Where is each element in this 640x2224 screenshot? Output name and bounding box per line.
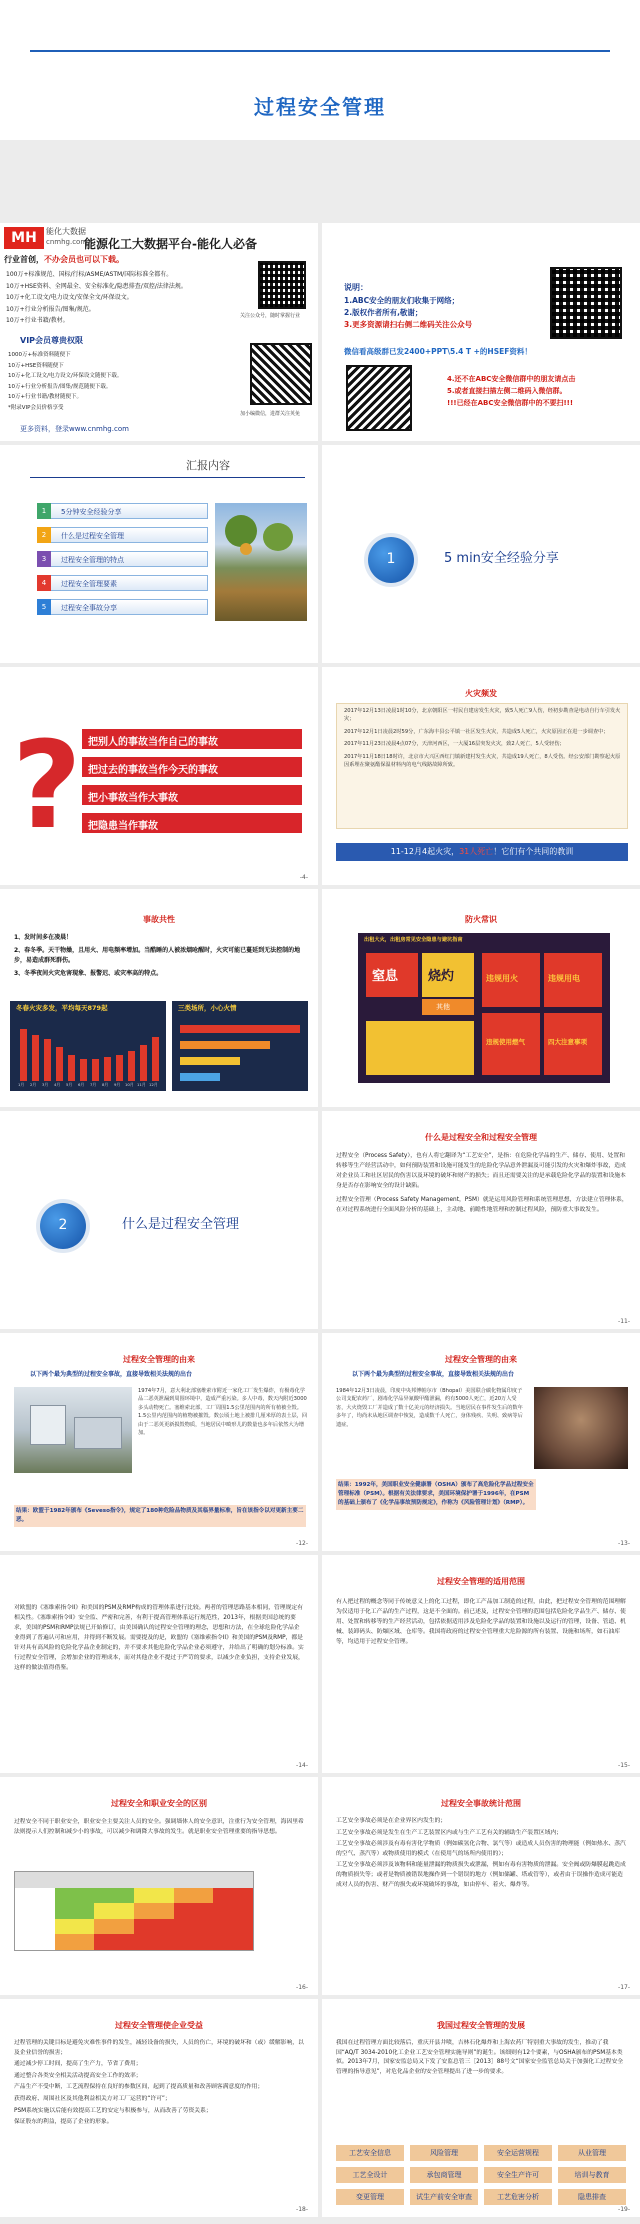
agenda-num: 3	[37, 551, 51, 567]
ad-tagline-b: 不办会员也可以下载。	[44, 255, 124, 264]
section-number: 2	[58, 1217, 68, 1233]
chart1-title: 冬春火灾多发，平均每天879起	[16, 1004, 108, 1012]
vip-bullet: 10万+化工设文/电力设文/环保设文随便下载。	[8, 373, 123, 379]
brand-url: cnmhg.com	[46, 238, 88, 246]
infographic-head: 出租大火，出租房常见安全隐患与避坑指南	[364, 937, 463, 943]
element-cell: 试生产前安全审查	[410, 2189, 478, 2205]
qr-code-3	[550, 267, 622, 339]
info-cell	[422, 953, 474, 997]
statistics-item: 工艺安全事故必须涉及有毒有害化学物质（例如碳氢化合物、氯气等）或造成人员伤害的物理能（例如热水、蒸汽的空气、蒸汽等）或物质使用的模式（在使用气的场所内使用的）；	[336, 1841, 626, 1857]
vip-bullet: 10万+行业书籍/教材随便下。	[8, 394, 82, 400]
slide-benefits	[0, 1999, 318, 2217]
cell-label: 烧灼	[428, 969, 455, 984]
benefit-item: PSM系统实施以后能有效提高工艺的安定与积极参与，从而改善了劳资关系；	[14, 2107, 212, 2114]
x-tick: 5月	[66, 1082, 73, 1087]
bar-10	[128, 1051, 135, 1081]
header-panel	[0, 0, 640, 140]
slide-scope	[322, 1555, 640, 1773]
question-mark-icon: ?	[12, 717, 82, 856]
benefit-item: 保证股东的利益，提高了企业的形象。	[14, 2119, 113, 2126]
page-title: 过程安全管理	[254, 95, 386, 119]
bar-4	[56, 1047, 63, 1081]
banner-c: ！它们有个共同的教训	[493, 847, 574, 856]
x-tick: 12月	[149, 1082, 158, 1087]
slide-development	[322, 1999, 640, 2217]
scope-text: 有人把过程的概念等同于传统意义上的化工过程，即化工产品加工制造的过程，由此，把过程安全管理的范围理解为仅适用于化工产品的生产过程，这是不全面的。前已述及，过程安全管理的范围包括危险化学品生产、储存、使用、处置和转移等的生产经营活动，包括依据适用涉及危险化学品的装置和设施以及运行的管理，设备、管道、机械、装卸码头、防爆区域、仓库等。我国将政府的过程安全管理重大危险源的所有装置、设施和场所，如石油库等，均适用于过程安全管理。	[336, 1599, 626, 1645]
agenda-label: 5分钟安全经验分享	[61, 508, 122, 516]
notice-line: 1.ABC安全的朋友们收集于网络；	[344, 296, 460, 305]
lesson-text: 把别人的事故当作自己的事故	[88, 737, 218, 748]
tip-box	[544, 1013, 602, 1075]
brand-logo: MH	[4, 227, 44, 249]
definition-p1: 过程安全（Process Safety），也有人将它翻译为“工艺安全”，是指：在危险化学品的生产、储存、使用、处置和转移等生产经营活动中，如何预防装置和设施可能发生的危险化学品意外泄漏及可能引发的火灾和爆炸事故，造成对企业员工和社区居民的伤害以及环境的破坏和财产的损失；而且还需要关注的是承载危险化学品的装置和设施本身是否存在影响安全的设计缺陷。	[336, 1153, 626, 1189]
notice-promo: 微信看高级群已发2400+PPT\5.4 T +的HSEF资料！	[344, 347, 532, 356]
page-number: -14-	[296, 1762, 308, 1769]
agenda-item[interactable]	[38, 599, 208, 615]
page-number: -15-	[618, 1762, 630, 1769]
lesson-bar	[82, 785, 302, 805]
benefit-item: 过程管理的关键目标是避免灾难性事件的发生，减轻设备的损失，人员的伤亡，环境的破坏和（或）缓解影响，以及企业信誉的损害；	[14, 2040, 304, 2056]
statistics-item: 工艺安全事故必须是在企业界区内发生的；	[336, 1818, 447, 1824]
origin-intro: 以下两个最为典型的过程安全事故，直接导致相关法规的出台	[352, 1371, 515, 1378]
tip-label: 违规用火	[486, 974, 518, 983]
agenda-label: 什么是过程安全管理	[61, 532, 124, 540]
ad-title: 能源化工大数据平台-能化人必备	[84, 237, 257, 251]
vip-bullet: 10万+HSE资料随便下	[8, 362, 64, 369]
difference-text: 过程安全不同于职业安全，职业安全主要关注人员的安全。强调墙体人的安全意识，注重行为安全管理，海因里希法则提示人们控制和减少小的事故，可以减少和调降大事故的发生。就是职业安全管理重要的指导思想。	[14, 1819, 304, 1835]
notice-red-line: 5.或者直接扫描左侧二维码入微信群。	[447, 387, 567, 395]
element-cell: 工艺全设计	[336, 2167, 404, 2183]
qr2-caption: 加小编微信，进群关注英免	[240, 411, 301, 417]
section-circle	[40, 1203, 86, 1249]
notice-red-line: 4.还不在ABC安全微信群中的朋友请点击	[447, 375, 576, 383]
lesson-bar	[82, 757, 302, 777]
origin-text: 1974年7月，意大利北部塞维索市附近一家化工厂发生爆炸，有极毒化学品二恶英泄漏到周围环境中，造成严重污染。多人中毒，数天内附近3000多头动物死亡。塞维索北部，工厂周围1.5公里范围内的所有植被全毁。1.5公里内范围内的植物被摧毁。数公顷土地上被排几厘米厚的表土层，回由于二恶英更新损毁物质，当地居民中畸形儿的数量也多年后依然大为增加。	[138, 1388, 308, 1437]
slide-ad	[0, 223, 318, 441]
statistics-item: 工艺安全事故必须是发生在生产工艺装置区内或与生产工艺有关的辅助生产装置区域内；	[336, 1829, 563, 1836]
x-tick: 4月	[54, 1082, 61, 1087]
slide-statistics	[322, 1777, 640, 1995]
fire-item: 2017年11月23日凌晨4点07分，天津河西区，一大厦16层突发火灾，致2人死亡，5人受轻伤；	[344, 741, 565, 748]
slide-agenda	[0, 445, 318, 663]
slide-origin-bhopal	[322, 1333, 640, 1551]
chart-places	[172, 1001, 308, 1091]
definition-text	[336, 1151, 628, 1215]
benefit-item: 通过减少停工时间，提高了生产力，节省了费用；	[14, 2061, 142, 2068]
agenda-item[interactable]	[38, 503, 208, 519]
agenda-num: 5	[37, 599, 51, 615]
ad-bullet: 10万+化工设文/电力设文/安保全文/环保设文。	[6, 294, 133, 301]
ad-tagline-a: 行业首创，	[4, 255, 44, 264]
element-grid	[336, 2145, 628, 2207]
ad-bullets	[6, 269, 256, 327]
scope-title: 过程安全管理的适用范围	[437, 1577, 525, 1586]
page-number: -4-	[299, 874, 308, 881]
element-cell: 工艺危害分析	[484, 2189, 552, 2205]
slide-section-2	[0, 1111, 318, 1329]
slide-lessons	[0, 667, 318, 885]
qr-code-2	[250, 343, 312, 405]
chart2-title: 三类场所，小心火情	[178, 1004, 237, 1012]
development-text: 我国在过程管理方面比较落后，重庆开县井喷，吉林石化爆炸和上海农药厂特别重大事故的发生，推动了我国“AQ/T 3034-2010化工企业工艺安全管理实施导则”的诞生。该细则有12个要素，与OSHA颁布的PSM基本类似。2013年7月，国家安监总局又下发了安监总管三［2013］88号文“国家安全监管总局关于加强化工过程安全管理的指导意见”，对危化品企业的安全管理提出了进一步的要求。	[336, 2040, 624, 2075]
lesson-bar	[82, 813, 302, 833]
element-cell: 安全生产许可	[484, 2167, 552, 2183]
agenda-num: 4	[37, 575, 51, 591]
qr-code-1	[258, 261, 306, 309]
fire-item: 2017年12月13日凌晨1时10分，北京朝阳区一村民自建房发生火灾，致5人死亡9人伤，经初步勘查是电动自行车引发火灾；	[344, 708, 621, 723]
slide-difference	[0, 1777, 318, 1995]
bar-1	[20, 1029, 27, 1081]
notice-line: 3.更多资源请扫右侧二维码关注公众号	[344, 320, 473, 329]
bar-2	[32, 1035, 39, 1081]
vip-bullet: 10万+行业分析报告/图集/规范随便下载。	[8, 383, 112, 390]
element-cell: 从业管理	[558, 2145, 626, 2161]
slide-notice	[322, 223, 640, 441]
bar-7	[92, 1059, 99, 1081]
element-cell: 工艺安全信息	[336, 2145, 404, 2161]
vip-title: VIP会员尊贵权限	[20, 336, 84, 345]
fires-title: 火灾频发	[465, 689, 497, 698]
ad-bullet: 10万+行业分析报告/图集/规范。	[6, 305, 95, 313]
vip-bullet: *附录VIP会员价格享受	[8, 404, 64, 411]
origin-result: 结果：1992年，美国职业安全健康署（OSHA）颁布了高危险化学品过程安全管理标准（PSM）。根据有关法律要求，美国环境保护署于1996年，在PSM的基础上颁布了《化学品事故预防规定》，作称为《风险管理计划》（RMP）。	[336, 1479, 536, 1510]
x-tick: 10月	[125, 1082, 134, 1087]
definition-title: 什么是过程安全和过程安全管理	[425, 1133, 537, 1142]
x-tick: 11月	[137, 1082, 146, 1087]
slide-comparison	[0, 1555, 318, 1773]
notice-red-line: !!!已经在ABC安全微信群中的不要扫!!!	[447, 399, 574, 407]
slide-origin-seveso	[0, 1333, 318, 1551]
info-panel	[366, 1021, 474, 1075]
x-tick: 9月	[114, 1082, 121, 1087]
origin-intro: 以下两个最为典型的过程安全事故，直接导致相关法规的出台	[30, 1371, 193, 1378]
commonality-line: 1、发时间多在凌晨！	[14, 934, 73, 941]
info-cell	[366, 953, 418, 997]
lesson-text: 把隐患当作事故	[88, 821, 158, 832]
slide-definition	[322, 1111, 640, 1329]
notice-line: 2.版权作者所有,敬谢；	[344, 308, 423, 317]
section-circle	[368, 537, 414, 583]
fire-item: 2017年12月1日凌晨2时59分，广东海丰县公平镇一社区发生火灾，共造成5人死亡，火灾原因正在进一步调查中；	[344, 728, 609, 735]
info-cell	[422, 999, 474, 1015]
element-cell: 变更管理	[336, 2189, 404, 2205]
x-tick: 2月	[30, 1082, 37, 1087]
page-number: -13-	[618, 1540, 630, 1547]
commonality-lines	[14, 933, 306, 979]
banner-a: 11-12月4起火灾，	[390, 847, 460, 856]
element-cell: 安全运营规程	[484, 2145, 552, 2161]
benefits-list	[14, 2039, 306, 2128]
origin-text: 1984年12月3日凌晨，印度中央邦博帕尔市（Bhopal）美国联合碳化物属印度子公司支配农药厂，剧毒化学品异氰酸甲酯泄漏，约有5000人死亡，近20万人受害，大火烧毁工厂并造成了数十亿美元的经济损失。当地居民在事件发生后的数年多年了，均尚未从地区调查中恢复，造成数千人死亡，身体残疾、失明、致病等后遗症。	[336, 1388, 523, 1428]
agenda-item[interactable]	[38, 551, 208, 567]
statistics-title: 过程安全事故统计范围	[441, 1799, 521, 1808]
benefits-title: 过程安全管理使企业受益	[115, 2021, 203, 2030]
tip-label: 四大注意事项	[548, 1038, 587, 1046]
x-tick: 7月	[90, 1082, 97, 1087]
header-rule	[30, 50, 610, 52]
agenda-label: 过程安全管理的特点	[61, 556, 124, 564]
fires-banner	[336, 843, 628, 861]
tip-label: 违规使用燃气	[486, 1038, 525, 1046]
agenda-photo	[215, 503, 307, 621]
page-number: -18-	[296, 2206, 308, 2213]
cell-label: 其他	[436, 1003, 450, 1011]
agenda-list	[38, 503, 208, 623]
tip-box	[544, 953, 602, 1007]
slide-fire-tips	[322, 889, 640, 1107]
notice-lines	[344, 295, 472, 331]
element-cell: 培训与教育	[558, 2167, 626, 2183]
agenda-item[interactable]	[38, 575, 208, 591]
origin-title: 过程安全管理的由来	[445, 1355, 517, 1364]
statistics-list	[336, 1817, 628, 1890]
fire-item: 2017年11月18日18时许，北京市大兴区西红门镇新建村发生火灾，共造成19人死亡，8人受伤。经公安部门勘察起火原因系埋在聚氨酯保温材料内的电气线路故障所致。	[344, 753, 621, 769]
page-number: -19-	[618, 2206, 630, 2213]
lesson-text: 把过去的事故当作今天的事故	[88, 765, 218, 776]
element-cell: 风险管理	[410, 2145, 478, 2161]
lesson-text: 把小事故当作大事故	[88, 793, 178, 804]
section-number: 1	[386, 551, 396, 567]
comparison-text: 对欧盟的《塞维索指令II》和美国的PSM及RMP构成的管理体系进行比较。两者的管理思路基本相同，管理规定有相关性。《塞维索指令II》安全监、严密和完善，有利于提高管理体系运行规范性，2013年，根据美国总统的要求，美国的PSM和RMP法规已开始修订，由美国确认的过程安全管理的理念，思想和方法，在全球危险化学品企业得到了普遍认可和应用，并得到不断发展。需要提及的是，欧盟的《塞维索指令II》和美国的PSM及RMP，都是针对具有高风险的危险化学品企业制定的，并不要求其他危险化学品企业必须遵守，并给出了明确的划分标准。实行过程安全管理，会增加企业的管理成本，而对其他企业不提过于严苛的要求，以减少企业负担，支持企业发展，这样的做法值得借鉴。	[14, 1605, 304, 1671]
agenda-num: 2	[37, 527, 51, 543]
bar-12	[152, 1037, 159, 1081]
benefit-item: 产品生产不受中断，工艺流程保持在良好的参数区间，起到了提高质量和改善顾客满意度的作用；	[14, 2084, 264, 2091]
commonality-title: 事故共性	[143, 915, 175, 924]
page-number: -11-	[618, 1318, 630, 1325]
bar-6	[80, 1059, 87, 1081]
ad-bullet: 10万+行业书籍/教材。	[6, 317, 69, 324]
section-title: 什么是过程安全管理	[122, 1217, 240, 1232]
chart1-xlabels	[10, 1082, 166, 1090]
agenda-label: 过程安全事故分享	[61, 604, 117, 612]
statistics-item: 工艺安全事故必须涉及该物料和能量泄漏的物质损失或泄漏，例如有毒有害物质的泄漏。安全阀或防爆膜起跳造成的物质损失等；或者是物质被错误地操作到一个错误的地方（例如储罐、塔或管等），或者由于误操作造成可能造成对人员的伤害、财产的损失或环境破坏的事故，如由停车、着火、爆炸等。	[336, 1862, 626, 1888]
agenda-label: 过程安全管理要素	[61, 580, 117, 588]
fire-tips-title: 防火常识	[465, 915, 497, 924]
page-number: -16-	[296, 1984, 308, 1991]
bar-11	[140, 1045, 147, 1081]
commonality-line: 3、冬季夜间火灾危害现象、报警迟、或灾率高的特点。	[14, 970, 163, 977]
definition-p2: 过程安全管理（Process Safety Management，PSM）就是运用风险管理和系统管理思想，方法建立管理体系，在对过程系统进行全面风险分析的基础上，主动地、前瞻性地管理和控制过程风险，预防重大事故发生。	[336, 1197, 628, 1213]
x-tick: 8月	[102, 1082, 109, 1087]
vip-bullet: 1000万+标准资料随便下	[8, 352, 71, 358]
benefit-item: 获得政府、周围社区及其他利益相关方对工厂运营的“许可”；	[14, 2095, 171, 2102]
commonality-line: 2、春冬季。天干物燥，且用火、用电频率增加。当酷睡的人被浓烟呛醒时，火灾可能已蔓延到无法控制的地步，易造成群死群伤。	[14, 947, 301, 964]
x-tick: 1月	[18, 1082, 25, 1087]
cell-label: 窒息	[372, 969, 399, 984]
bar-3	[44, 1039, 51, 1081]
tip-label: 违规用电	[548, 974, 580, 983]
ad-bullet: 10万+HSE资料、全网最全、安全标准化/隐患排查/双控/法律法规。	[6, 282, 187, 290]
origin-photo	[14, 1387, 132, 1473]
section-title: 5 min安全经验分享	[444, 551, 559, 566]
qr-code-4	[346, 365, 412, 431]
notice-heading: 说明：	[344, 283, 368, 292]
chart1-svg	[10, 1001, 166, 1091]
tip-box	[482, 1013, 540, 1075]
origin-result: 结果：欧盟于1982年颁布《Seveso指令》，规定了180种危险品物质及其临界量标准，旨在该指令以对更新主要二恶。	[14, 1505, 306, 1527]
bar-9	[116, 1055, 123, 1081]
risk-matrix	[14, 1871, 254, 1951]
x-tick: 6月	[78, 1082, 85, 1087]
benefit-item: 通过整合各类安全相关活动提高安全工作的效率；	[14, 2072, 142, 2079]
slide-section-1	[322, 445, 640, 663]
x-tick: 3月	[42, 1082, 49, 1087]
slide-fires	[322, 667, 640, 885]
qr1-caption: 关注公众号，随时掌握行业	[240, 313, 301, 319]
agenda-rule	[30, 477, 305, 478]
origin-title: 过程安全管理的由来	[123, 1355, 195, 1364]
page-number: -12-	[296, 1540, 308, 1547]
notice-red-lines	[447, 373, 575, 409]
bar-5	[68, 1055, 75, 1081]
chart-fires-month	[10, 1001, 166, 1091]
lesson-bar	[82, 729, 302, 749]
element-cell: 隐患排查	[558, 2189, 626, 2205]
origin-photo	[534, 1387, 628, 1469]
bar-8	[104, 1057, 111, 1081]
banner-b: 31人死亡	[459, 847, 494, 856]
ad-footer[interactable]: 更多资料，登录www.cnmhg.com	[20, 425, 129, 433]
agenda-item[interactable]	[38, 527, 208, 543]
ad-bullet: 100万+标准规范、国标/行标/ASME/ASTM/国际标准全都有。	[6, 271, 173, 278]
development-title: 我国过程安全管理的发展	[437, 2021, 525, 2030]
slide-commonality	[0, 889, 318, 1107]
difference-title: 过程安全和职业安全的区别	[111, 1799, 207, 1808]
agenda-title: 汇报内容	[186, 459, 230, 472]
infographic	[358, 933, 610, 1083]
ad-tagline	[4, 255, 124, 265]
fires-list	[344, 707, 622, 769]
page-number: -17-	[618, 1984, 630, 1991]
tip-box	[482, 953, 540, 1007]
vip-bullets	[8, 350, 228, 413]
brand-name: 能化大数据	[46, 227, 86, 236]
agenda-num: 1	[37, 503, 51, 519]
element-cell: 承包商管理	[410, 2167, 478, 2183]
